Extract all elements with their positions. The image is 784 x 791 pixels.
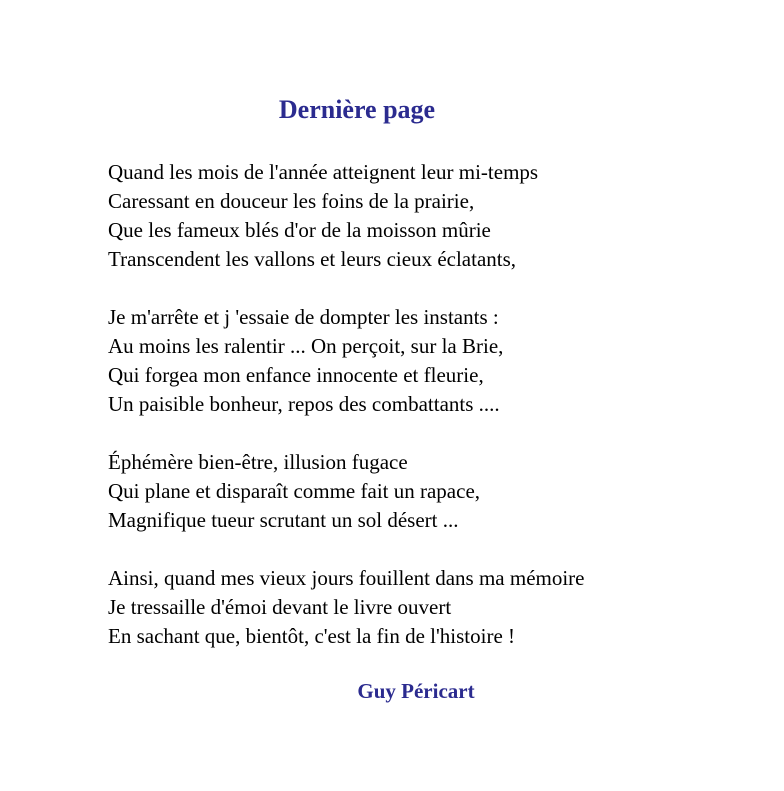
verse-line: Ainsi, quand mes vieux jours fouillent dans ma mémoire — [108, 566, 585, 590]
verse-line: Je m'arrête et j 'essaie de dompter les instants : — [108, 305, 499, 329]
verse-line: Au moins les ralentir ... On perçoit, sur la Brie, — [108, 334, 504, 358]
stanza-2 — [108, 303, 748, 419]
verse-line: Magnifique tueur scrutant un sol désert ... — [108, 508, 459, 532]
verse-line: Caressant en douceur les foins de la prairie, — [108, 189, 475, 213]
verse-line: Éphémère bien-être, illusion fugace — [108, 450, 408, 474]
verse-line: Transcendent les vallons et leurs cieux éclatants, — [108, 247, 517, 271]
verse-line: En sachant que, bientôt, c'est la fin de l'histoire ! — [108, 624, 516, 648]
stanza-4 — [108, 564, 748, 651]
verse-line: Que les fameux blés d'or de la moisson mûrie — [108, 218, 491, 242]
poem-author: Guy Péricart — [357, 679, 475, 703]
verse-line: Qui forgea mon enfance innocente et fleurie, — [108, 363, 484, 387]
stanza-3 — [108, 448, 748, 535]
verse-line: Quand les mois de l'année atteignent leur mi-temps — [108, 160, 539, 184]
verse-line: Qui plane et disparaît comme fait un rapace, — [108, 479, 481, 503]
poem-body — [108, 158, 748, 680]
verse-line: Je tressaille d'émoi devant le livre ouvert — [108, 595, 452, 619]
verse-line: Un paisible bonheur, repos des combattants .... — [108, 392, 500, 416]
poem-title: Dernière page — [278, 95, 436, 124]
stanza-1 — [108, 158, 748, 274]
